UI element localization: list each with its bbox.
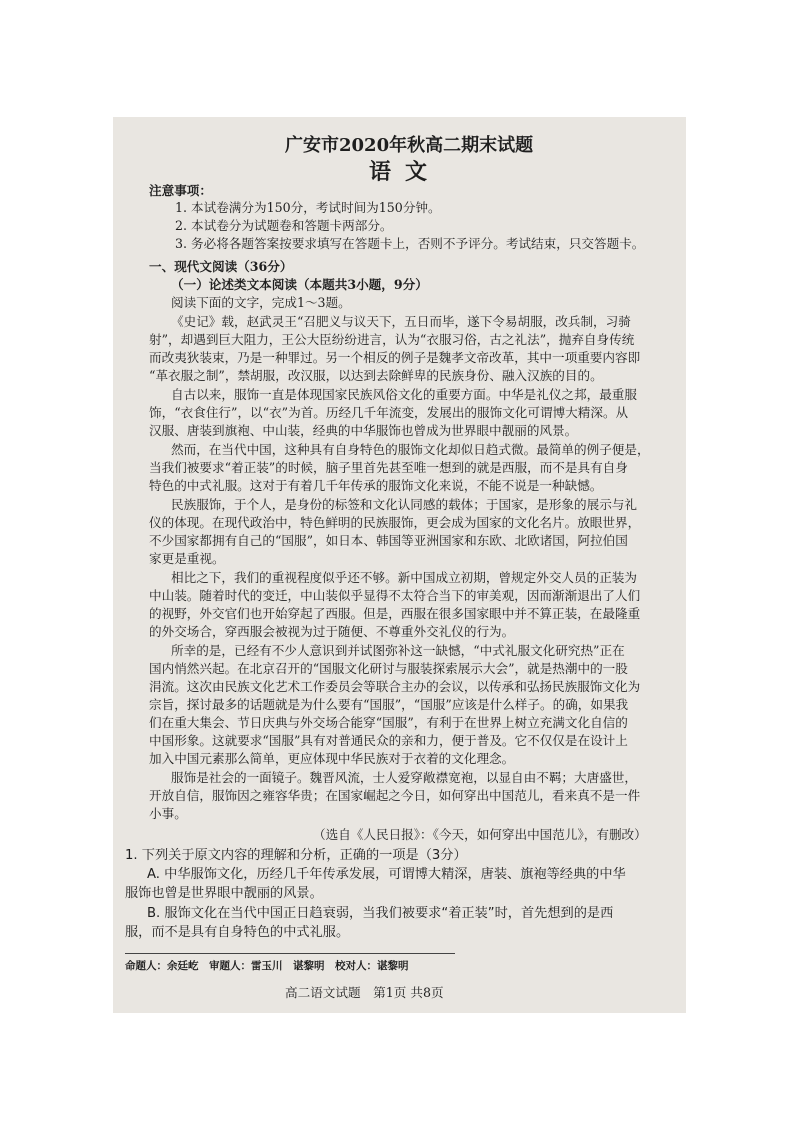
passage-line: 涓流。这次由民族文化艺术工作委员会等联合主办的会议，以传承和弘扬民族服饰文化为 [149,679,641,694]
passage-line: 们在重大集会、节日庆典与外交场合能穿“国服”，有利于在世界上树立充满文化自信的 [149,715,628,730]
notice-item: 2. 本试卷分为试题卷和答题卡两部分。 [175,218,393,233]
passage-line: 仪的体现。在现代政治中，特色鲜明的民族服饰，更会成为国家的文化名片。放眼世界， [149,515,641,530]
passage-line: 中国形象。这就要求“国服”具有对普通民众的亲和力，便于普及。它不仅仅是在设计上 [149,733,628,748]
subject-title: 语文 [369,159,442,185]
passage-line: 而改夷狄装束，乃是一种罪过。另一个相反的例子是魏孝文帝改革，其中一项重要内容即 [149,350,641,365]
passage-line: 宗旨，探讨最多的话题就是为什么要有“国服”，“国服”应该是什么样子。的确，如果我 [149,697,629,712]
passage-line: 所幸的是，已经有不少人意识到并试图弥补这一缺憾，“中式礼服文化研究热”正在 [171,643,625,658]
passage-line: 不少国家都拥有自己的“国服”，如日本、韩国等亚洲国家和东欧、北欧诸国，阿拉伯国 [149,533,628,548]
passage-line: 汉服、唐装到旗袍、中山装，经典的中华服饰也曾成为世界眼中靓丽的风景。 [149,423,578,438]
passage-line: 小事。 [149,806,187,821]
footer-divider [125,953,455,954]
section-subheading: （一）论述类文本阅读（本题共3小题，9分） [171,277,428,292]
section-heading: 一、现代文阅读（36分） [149,259,293,274]
passage-line: 然而，在当代中国，这种具有自身特色的服饰文化却似日趋式微。最简单的例子便是， [171,442,650,457]
question-option-b: B. 服饰文化在当代中国正日趋衰弱，当我们被要求“着正装”时，首先想到的是西 [147,906,614,921]
passage-line: 开放自信，服饰因之雍容华贵；在国家崛起之今日，如何穿出中国范儿，看来真不是一件 [149,788,641,803]
passage-line: 的视野，外交官们也开始穿起了西服。但是，西服在很多国家眼中并不算正装，在最隆重 [149,606,641,621]
passage-line: 加入中国元素那么简单，更应体现中华民族对于衣着的文化理念。 [149,751,515,766]
passage-line: 国内悄然兴起。在北京召开的“国服文化研讨与服装探索展示大会”，就是热潮中的一股 [149,661,628,676]
passage-line: 特色的中式礼服。这对于有着几千年传承的服饰文化来说，不能不说是一种缺憾。 [149,478,603,493]
notice-heading: 注意事项： [149,183,212,198]
footer-credits: 命题人：余廷屹 审题人：雷玉川 谌黎明 校对人：谌黎明 [125,960,409,972]
passage-line: 相比之下，我们的重视程度似乎还不够。新中国成立初期，曾规定外交人员的正装为 [171,570,637,585]
question-option-a-cont: 服饰也曾是世界眼中靓丽的风景。 [125,886,323,901]
question-stem: 1. 下列关于原文内容的理解和分析，正确的一项是（3分） [125,848,467,863]
reading-instruction: 阅读下面的文字，完成1～3题。 [171,295,351,310]
question-option-a: A. 中华服饰文化，历经几千年传承发展，可谓博大精深，唐装、旗袍等经典的中华 [147,867,626,882]
exam-title: 广安市2020年秋高二期末试题 [285,135,534,156]
passage-line: 民族服饰，于个人，是身份的标签和文化认同感的载体；于国家，是形象的展示与礼 [171,497,637,512]
question-option-b-cont: 服，而不是具有自身特色的中式礼服。 [125,925,350,940]
passage-line: 家更是重视。 [149,551,225,566]
passage-source: （选自《人民日报》：《今天，如何穿出中国范儿》，有删改） [313,827,647,842]
exam-paper-sheet [113,117,686,1013]
passage-line: 自古以来，服饰一直是体现国家民族风俗文化的重要方面。中华是礼仪之邦，最重服 [171,387,637,402]
page-number: 高二语文试题 第1页 共8页 [285,985,444,1000]
passage-line: 饰，“衣食住行”，以“衣”为首。历经几千年流变，发展出的服饰文化可谓博大精深。从 [149,405,629,420]
notice-item: 3. 务必将各题答案按要求填写在答题卡上，否则不予评分。考试结束，只交答题卡。 [175,236,645,251]
passage-line: 《史记》载，赵武灵王“召肥义与议天下，五日而毕，遂下令易胡服，改兵制，习骑 [171,314,631,329]
passage-line: 的外交场合，穿西服会被视为过于随便、不尊重外交礼仪的行为。 [149,624,515,639]
passage-line: 中山装。随着时代的变迁，中山装似乎显得不太符合当下的审美观，因而渐渐退出了人们 [149,588,641,603]
passage-line: 当我们被要求“着正装”的时候，脑子里首先甚至唯一想到的就是西服，而不是具有自身 [149,460,628,475]
passage-line: 射”，却遇到巨大阻力，王公大臣纷纷进言，认为“衣服习俗，古之礼法”，抛弃自身传统 [149,332,635,347]
notice-item: 1. 本试卷满分为150分，考试时间为150分钟。 [175,200,441,215]
passage-line: 服饰是社会的一面镜子。魏晋风流，士人爱穿敞襟宽袍，以显自由不羁；大唐盛世， [171,770,637,785]
passage-line: “革衣服之制”，禁胡服，改汉服，以达到去除鲜卑的民族身份、融入汉族的目的。 [149,368,603,383]
